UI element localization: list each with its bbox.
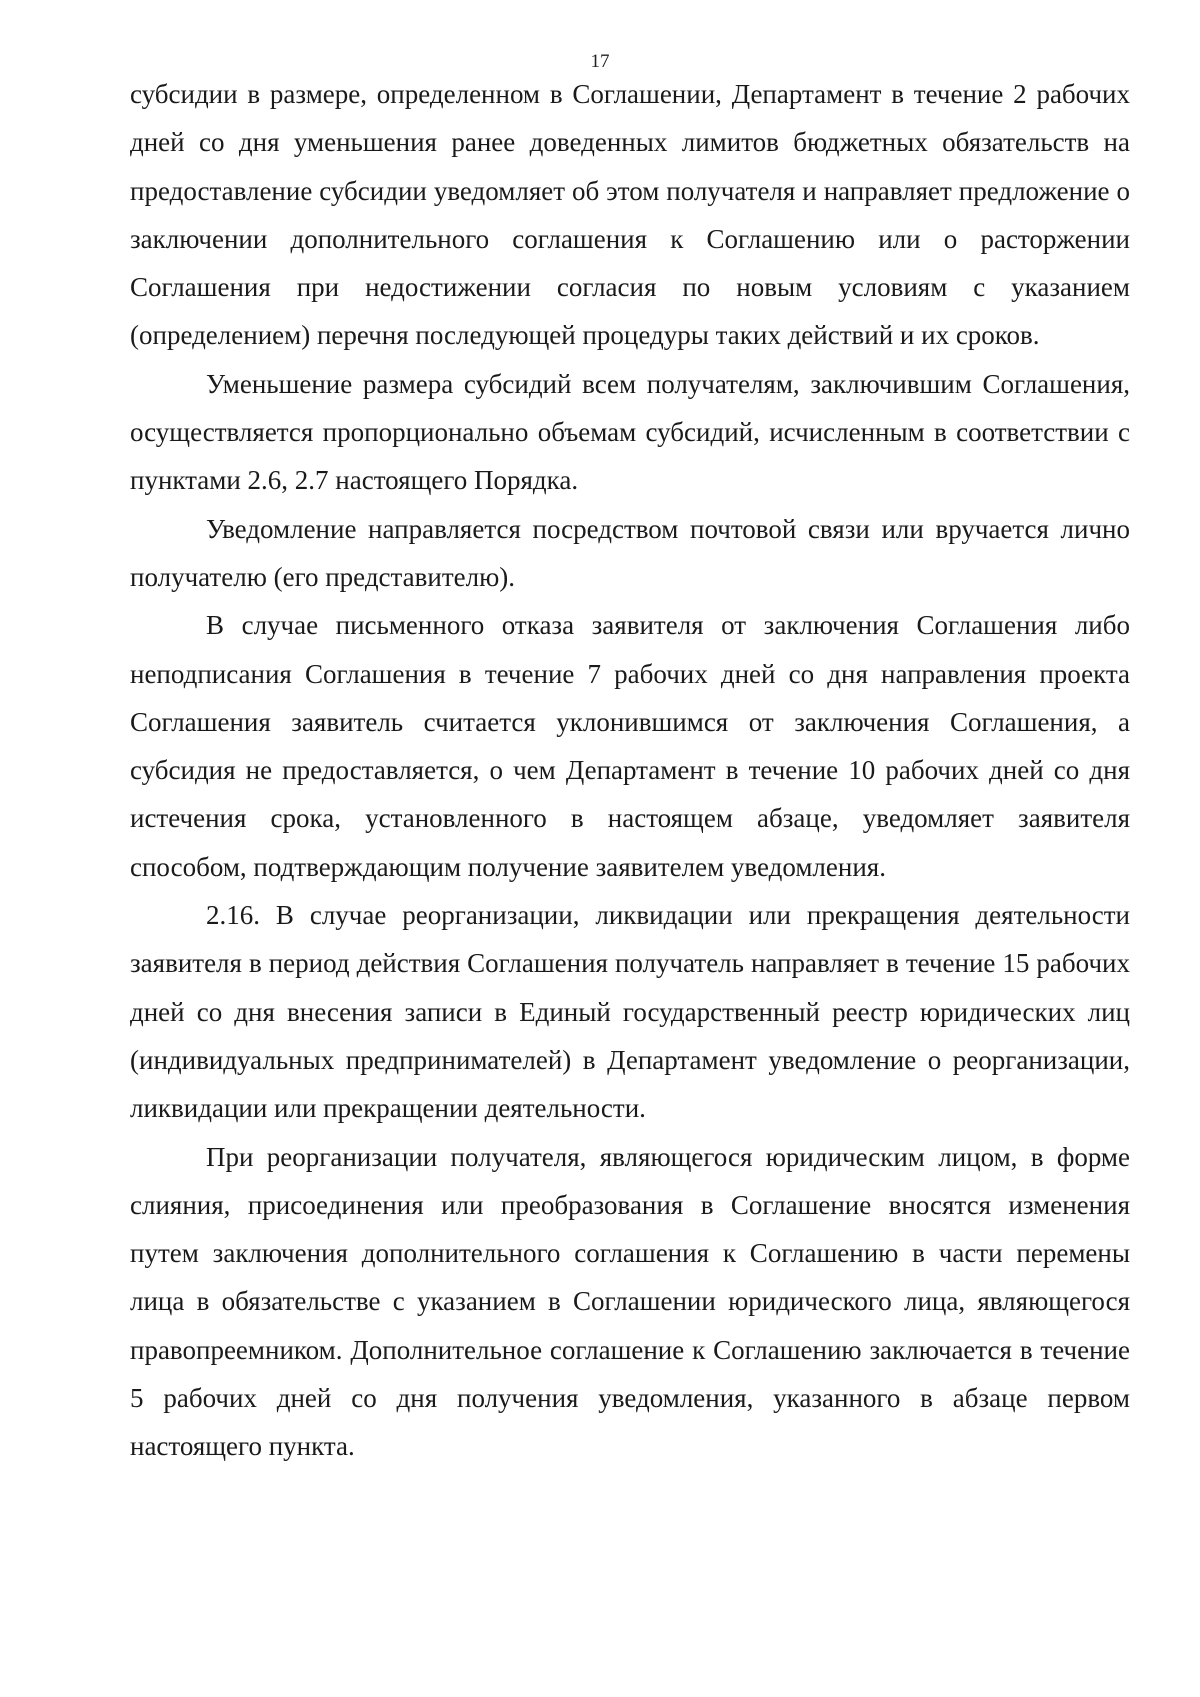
paragraph-subsidy-reduction: Уменьшение размера субсидий всем получателям, заключившим Соглашения, осуществляется пропорционально объемам субсидий, исчисленным в соответствии с пунктами 2.6, 2.7 настоящего Порядка.: [130, 368, 1130, 496]
document-body: [130, 70, 1130, 1471]
paragraph-notification-delivery: Уведомление направляется посредством почтовой связи или вручается лично получателю (его представителю).: [130, 513, 1130, 592]
paragraph-refusal: В случае письменного отказа заявителя от заключения Соглашения либо неподписания Соглашения в течение 7 рабочих дней со дня направления проекта Соглашения заявитель считается уклонившимся от заключения Соглашения, а субсидия не предоставляется, о чем Департамент в течение 10 рабочих дней со дня истечения срока, установленного в настоящем абзаце, уведомляет заявителя способом, подтверждающим получение заявителем уведомления.: [130, 610, 1130, 882]
paragraph-continuation: субсидии в размере, определенном в Соглашении, Департамент в течение 2 рабочих дней со дня уменьшения ранее доведенных лимитов бюджетных обязательств на предоставление субсидии уведомляет об этом получателя и направляет предложение о заключении дополнительного соглашения к Соглашению или о расторжении Соглашения при недостижении согласия по новым условиям с указанием (определением) перечня последующей процедуры таких действий и их сроков.: [130, 79, 1130, 351]
paragraph-2-16: 2.16. В случае реорганизации, ликвидации или прекращения деятельности заявителя в период действия Соглашения получатель направляет в течение 15 рабочих дней со дня внесения записи в Единый государственный реестр юридических лиц (индивидуальных предпринимателей) в Департамент уведомление о реорганизации, ликвидации или прекращении деятельности.: [130, 900, 1130, 1124]
page-number: 17: [590, 51, 610, 72]
paragraph-reorganization: При реорганизации получателя, являющегося юридическим лицом, в форме слияния, присоединения или преобразования в Соглашение вносятся изменения путем заключения дополнительного соглашения к Соглашению в части перемены лица в обязательстве с указанием в Соглашении юридического лица, являющегося правопреемником. Дополнительное соглашение к Соглашению заключается в течение 5 рабочих дней со дня получения уведомления, указанного в абзаце первом настоящего пункта.: [130, 1141, 1130, 1462]
